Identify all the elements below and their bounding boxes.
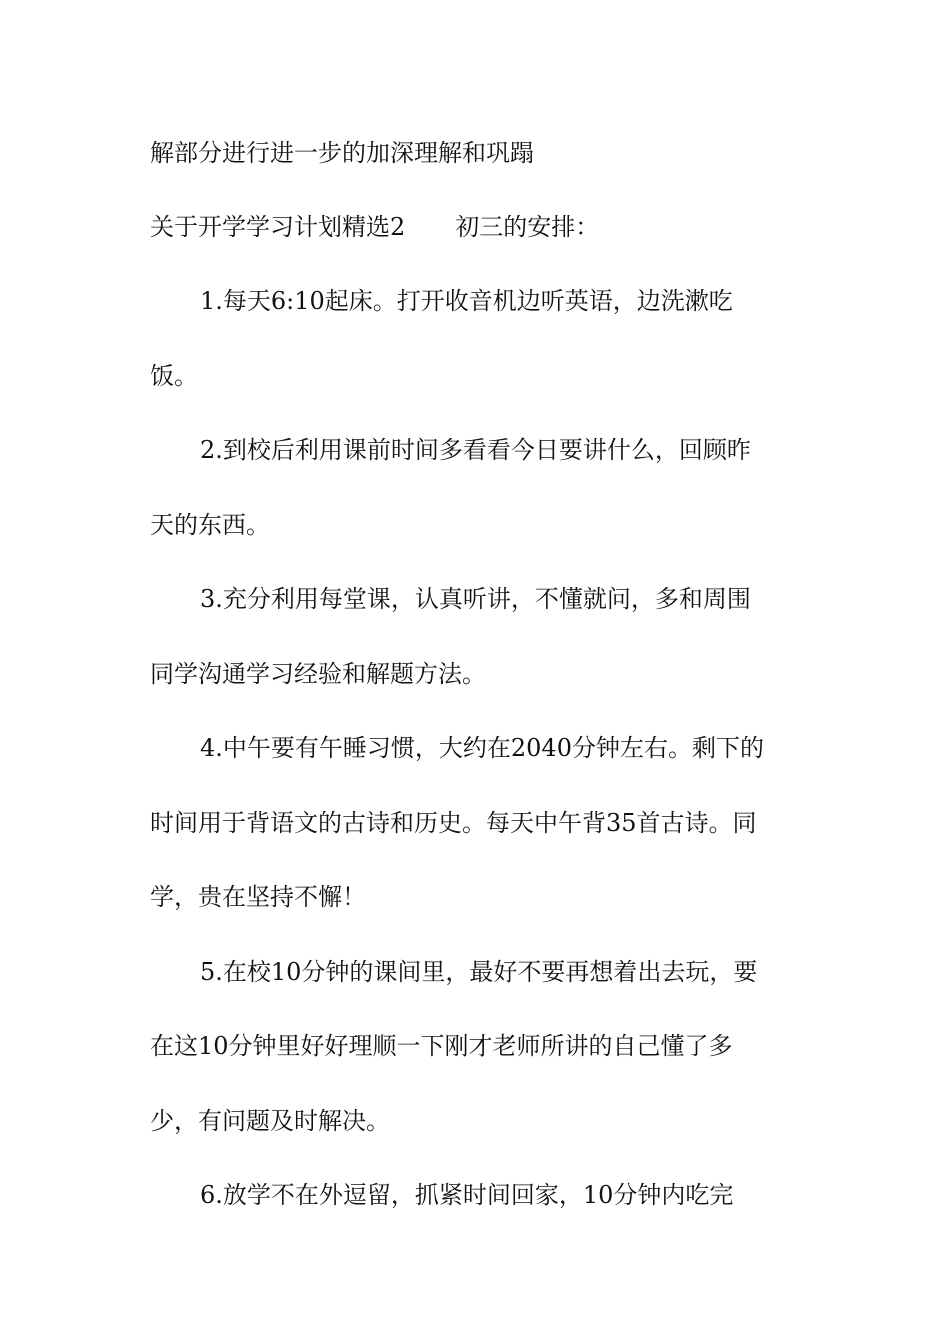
section-subtitle: 初三的安排： xyxy=(455,213,600,241)
text-line: 天的东西。 xyxy=(150,511,270,539)
text-line: 2.到校后利用课前时间多看看今日要讲什么，回顾昨 xyxy=(200,436,751,464)
text-line: 少，有问题及时解决。 xyxy=(150,1107,390,1135)
text-line: 5.在校10分钟的课间里，最好不要再想着出去玩，要 xyxy=(200,958,758,986)
heading-line xyxy=(150,212,599,242)
text-line: 4.中午要有午睡习惯，大约在2040分钟左右。剩下的 xyxy=(200,734,764,762)
section-title: 关于开学学习计划精选2 xyxy=(150,213,406,241)
text-line: 同学沟通学习经验和解题方法。 xyxy=(150,660,486,688)
text-line: 时间用于背语文的古诗和历史。每天中午背35首古诗。同 xyxy=(150,809,757,837)
text-line: 解部分进行进一步的加深理解和巩蹋 xyxy=(150,139,534,167)
text-line: 3.充分利用每堂课，认真听讲，不懂就问，多和周围 xyxy=(200,585,751,613)
text-line: 1.每天6:10起床。打开收音机边听英语，边洗漱吃 xyxy=(200,287,733,315)
text-line: 6.放学不在外逗留，抓紧时间回家，10分钟内吃完 xyxy=(200,1181,734,1209)
text-line: 学，贵在坚持不懈！ xyxy=(150,883,366,911)
text-line: 饭。 xyxy=(150,362,198,390)
text-line: 在这10分钟里好好理顺一下刚才老师所讲的自己懂了多 xyxy=(150,1032,733,1060)
